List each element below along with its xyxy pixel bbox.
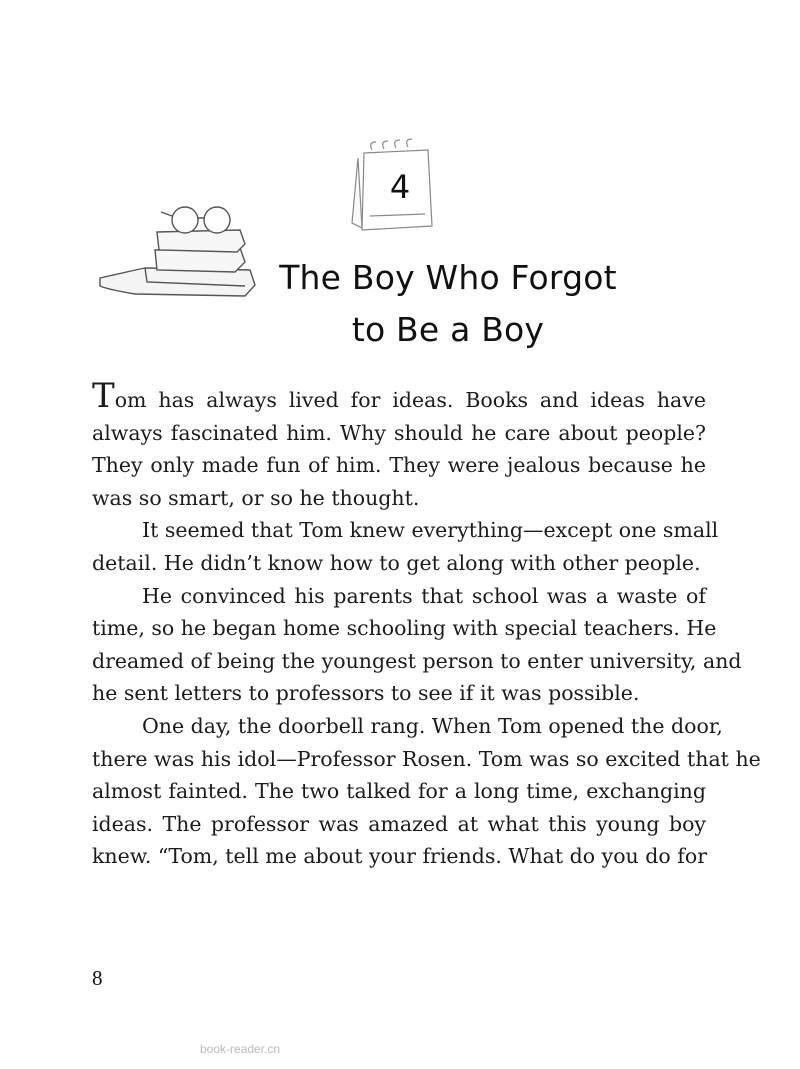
chapter-number: 4 — [389, 168, 411, 206]
text-line-content: dreamed of being the youngest person to enter university, and — [92, 648, 742, 673]
watermark: book-reader.cn — [200, 1042, 281, 1056]
chapter-title-line: to Be a Boy — [351, 310, 545, 349]
text-line-content: he sent letters to professors to see if it was possible. — [92, 681, 640, 706]
text-line — [92, 376, 706, 417]
text-line — [92, 743, 761, 776]
text-line-content: detail. He didn’t know how to get along with other people. — [92, 550, 701, 575]
text-line-content: They only made fun of him. They were jealous because he — [92, 453, 706, 478]
books-and-glasses-illustration — [95, 190, 265, 310]
drop-cap: T — [92, 376, 115, 416]
text-line-content: always fascinated him. Why should he care about people? — [92, 420, 706, 445]
text-line — [92, 840, 706, 873]
text-line-content: almost fainted. The two talked for a long time, exchanging — [92, 779, 706, 804]
text-line — [92, 775, 706, 808]
text-line — [92, 547, 706, 580]
text-line-content: It seemed that Tom knew everything—except one small — [142, 518, 719, 543]
text-line — [92, 482, 706, 515]
text-line-content: was so smart, or so he thought. — [92, 485, 420, 510]
chapter-title-line: The Boy Who Forgot — [279, 258, 617, 297]
text-line-content: time, so he began home schooling with special teachers. He — [92, 616, 717, 641]
text-line — [92, 710, 723, 743]
chapter-body-text — [92, 376, 761, 873]
text-line — [92, 612, 717, 645]
text-line-content: knew. “Tom, tell me about your friends. What do you do for — [92, 844, 707, 869]
text-line — [92, 514, 719, 547]
text-line-content: there was his idol—Professor Rosen. Tom was so excited that he — [92, 746, 761, 771]
text-line-content: om has always lived for ideas. Books and ideas have — [114, 388, 706, 412]
text-line — [92, 645, 742, 678]
text-line — [92, 449, 706, 482]
chapter-title — [262, 252, 634, 356]
text-line — [92, 417, 706, 450]
text-line-content: He convinced his parents that school was a waste of — [142, 583, 706, 608]
text-line-content: ideas. The professor was amazed at what this young boy — [92, 811, 706, 836]
text-line — [92, 580, 706, 613]
page-number: 8 — [92, 966, 103, 990]
text-line-content: One day, the doorbell rang. When Tom opened the door, — [142, 713, 723, 738]
text-line — [92, 677, 706, 710]
text-line — [92, 808, 706, 841]
